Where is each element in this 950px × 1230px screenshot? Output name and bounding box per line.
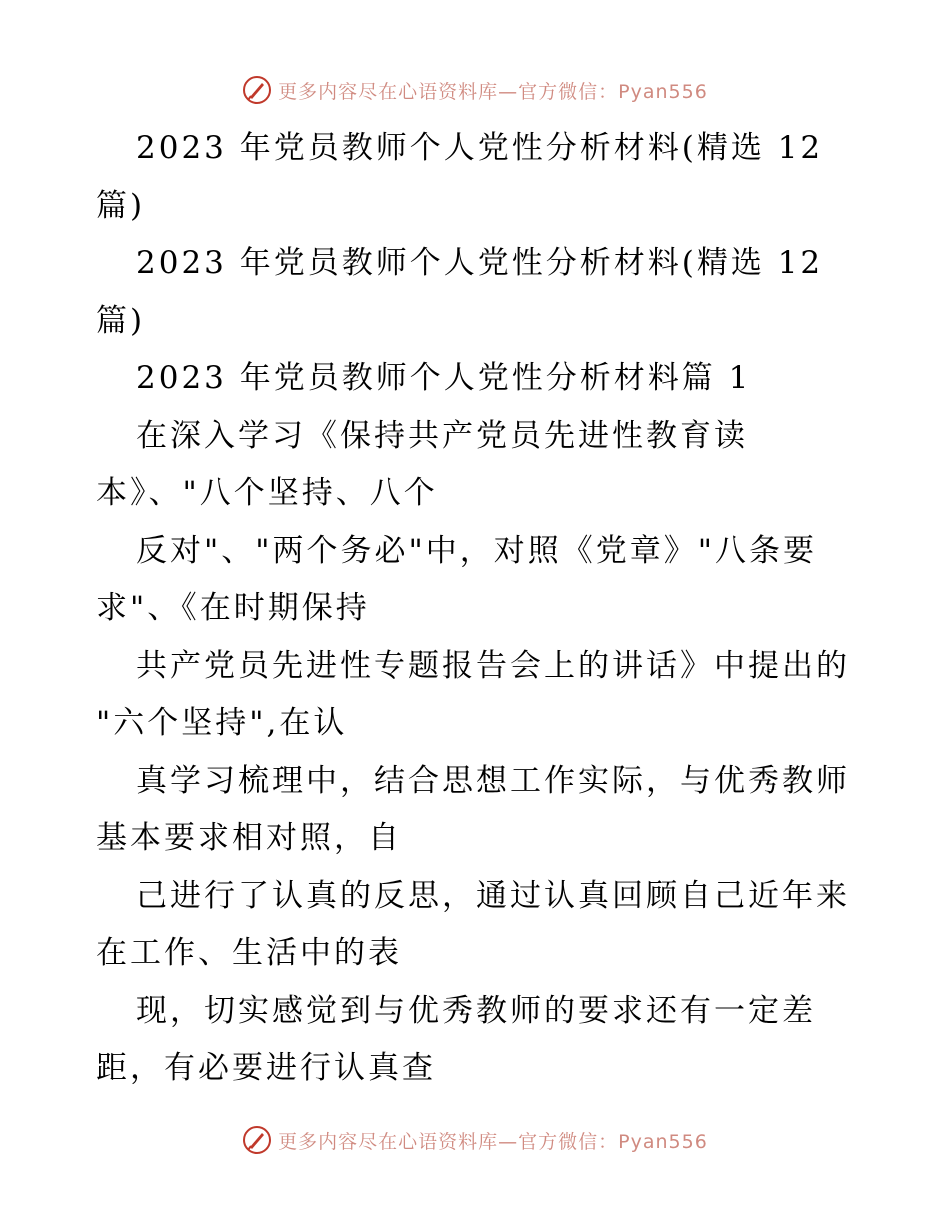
doc-line: 反对"、"两个务必"中，对照《党章》"八条要	[136, 532, 818, 569]
doc-line: 己进行了认真的反思，通过认真回顾自己近年来	[136, 877, 850, 914]
doc-line: 真学习梳理中，结合思想工作实际，与优秀教师	[136, 762, 850, 799]
doc-line: "六个坚持",在认	[96, 705, 348, 741]
doc-line: 2023 年党员教师个人党性分析材料篇 1	[136, 360, 752, 396]
doc-line: 在工作、生活中的表	[96, 935, 402, 971]
doc-line: 基本要求相对照，自	[96, 820, 402, 856]
doc-line: 本》、"八个坚持、八个	[96, 475, 438, 511]
doc-line: 求"、《在时期保持	[96, 590, 370, 626]
footer-banner-text: 更多内容尽在心语资料库—官方微信：Pyan556	[278, 1130, 708, 1153]
header-banner-text: 更多内容尽在心语资料库—官方微信：Pyan556	[278, 80, 708, 103]
doc-line: 距，有必要进行认真查	[96, 1050, 436, 1086]
doc-line: 在深入学习《保持共产党员先进性教育读	[136, 417, 748, 454]
footer-banner	[0, 1120, 950, 1160]
document-body	[96, 120, 866, 1098]
doc-line: 篇)	[96, 302, 146, 339]
doc-line: 2023 年党员教师个人党性分析材料(精选 12	[136, 130, 824, 166]
quill-pen-logo-icon	[242, 75, 272, 105]
doc-line: 共产党员先进性专题报告会上的讲话》中提出的	[136, 647, 850, 684]
doc-line: 2023 年党员教师个人党性分析材料(精选 12	[136, 245, 824, 281]
quill-pen-logo-icon	[242, 1125, 272, 1155]
header-banner	[0, 70, 950, 110]
doc-line: 现，切实感觉到与优秀教师的要求还有一定差	[136, 992, 816, 1029]
doc-line: 篇)	[96, 187, 146, 224]
